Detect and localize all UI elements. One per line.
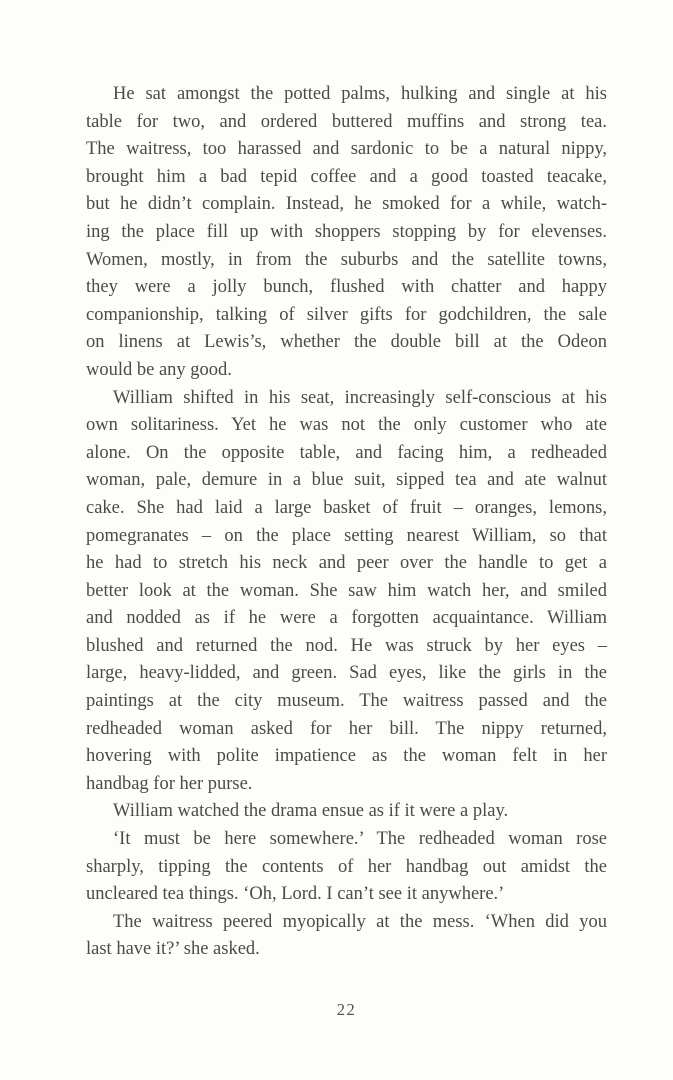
text-line: table for two, and ordered buttered muffins and strong tea. [86, 111, 607, 132]
text-line: blushed and returned the nod. He was struck by her eyes – [86, 635, 607, 656]
text-line: Women, mostly, in from the suburbs and the satellite towns, [86, 249, 607, 270]
text-line: He sat amongst the potted palms, hulking and single at his [113, 84, 607, 104]
paragraph [86, 385, 607, 799]
text-line: companionship, talking of silver gifts for godchildren, the sale [86, 304, 607, 325]
text-line: The waitress peered myopically at the mess. ‘When did you [113, 911, 607, 932]
text-line: sharply, tipping the contents of her handbag out amidst the [86, 856, 607, 877]
text-line: hovering with polite impatience as the woman felt in her [86, 746, 607, 767]
text-line: they were a jolly bunch, flushed with chatter and happy [86, 277, 607, 298]
text-line: handbag for her purse. [86, 773, 253, 794]
text-line: brought him a bad tepid coffee and a good toasted teacake, [86, 166, 607, 187]
text-line: William shifted in his seat, increasingly self-conscious at his [113, 387, 607, 408]
paragraph [86, 798, 607, 826]
text-line: he had to stretch his neck and peer over the handle to get a [86, 553, 607, 574]
text-line: uncleared tea things. ‘Oh, Lord. I can’t see it anywhere.’ [86, 884, 505, 905]
text-line: redheaded woman asked for her bill. The nippy returned, [86, 718, 607, 739]
text-line: and nodded as if he were a forgotten acquaintance. William [86, 608, 607, 629]
text-line: William watched the drama ensue as if it were a play. [113, 801, 509, 822]
text-line: ‘It must be here somewhere.’ The redheaded woman rose [113, 829, 607, 850]
body-text [86, 81, 607, 964]
text-line: ing the place fill up with shoppers stopping by for elevenses. [86, 221, 607, 242]
text-line: pomegranates – on the place setting nearest William, so that [86, 525, 607, 546]
text-line: woman, pale, demure in a blue suit, sipped tea and ate walnut [86, 470, 607, 491]
text-line: own solitariness. Yet he was not the only customer who ate [86, 415, 607, 436]
text-line: alone. On the opposite table, and facing him, a redheaded [86, 442, 607, 463]
paragraph [86, 81, 607, 385]
paragraph [86, 826, 607, 909]
page-number: 22 [336, 1000, 357, 1019]
text-line: would be any good. [86, 359, 232, 380]
text-line: better look at the woman. She saw him watch her, and smiled [86, 580, 607, 601]
text-line: on linens at Lewis’s, whether the double bill at the Odeon [86, 332, 607, 353]
paragraph [86, 909, 607, 964]
text-line: but he didn’t complain. Instead, he smoked for a while, watch- [86, 194, 607, 215]
text-line: last have it?’ she asked. [86, 939, 260, 960]
text-line: large, heavy-lidded, and green. Sad eyes, like the girls in the [86, 663, 607, 684]
text-line: paintings at the city museum. The waitress passed and the [86, 691, 607, 712]
text-line: cake. She had laid a large basket of fruit – oranges, lemons, [86, 497, 607, 518]
text-line: The waitress, too harassed and sardonic to be a natural nippy, [86, 139, 607, 160]
